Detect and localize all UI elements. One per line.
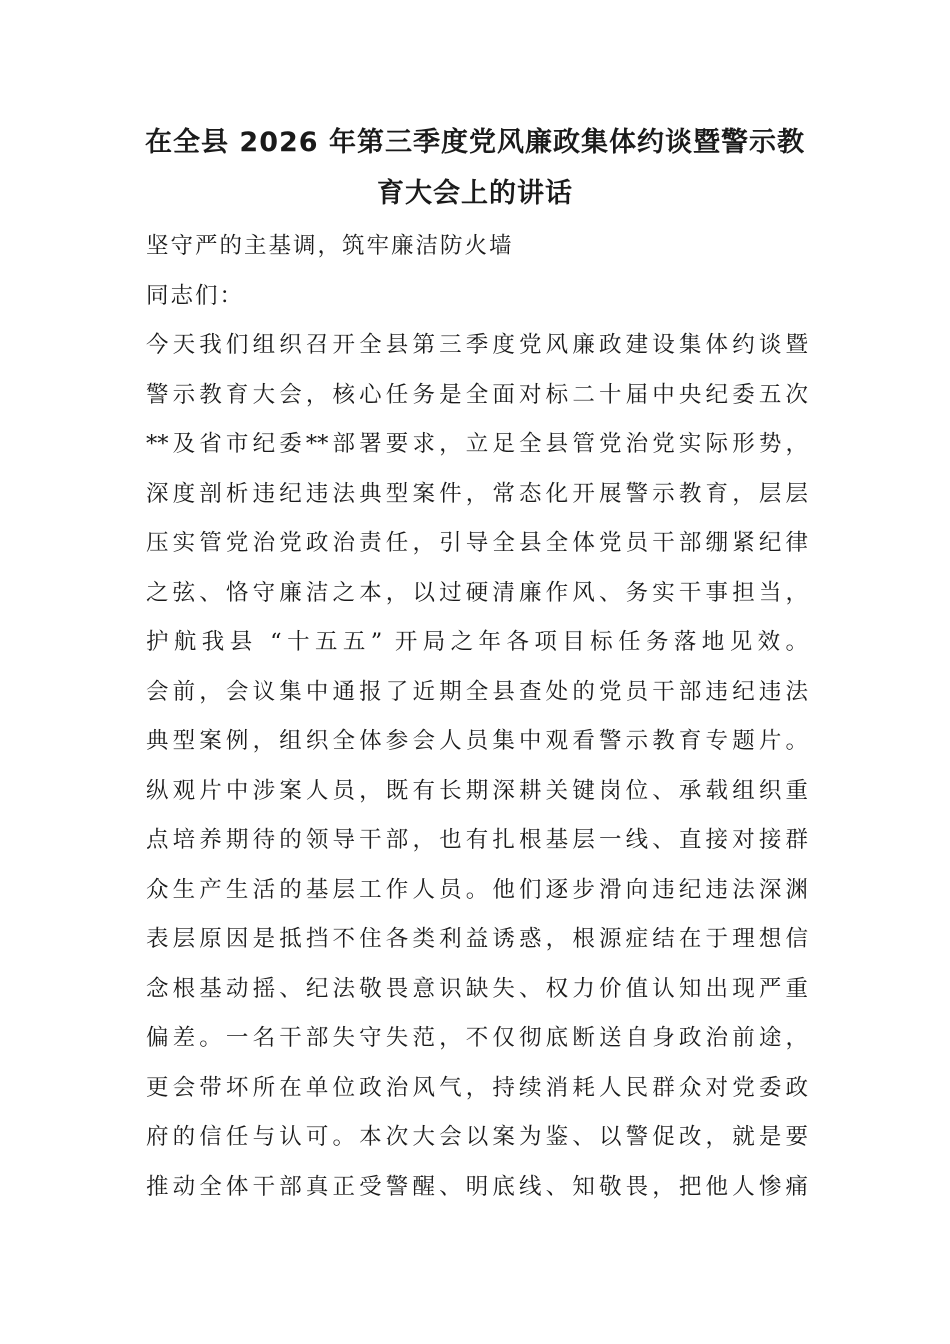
paragraph-line: 警示教育大会，核心任务是全面对标二十届中央纪委五次 [146,381,808,408]
paragraph-line: 会前，会议集中通报了近期全县查处的党员干部违纪违法 [146,678,808,705]
paragraph-line: 典型案例，组织全体参会人员集中观看警示教育专题片。 [146,728,808,754]
paragraph-line: 纵观片中涉案人员，既有长期深耕关键岗位、承载组织重 [146,777,808,804]
paragraph-line: 点培养期待的领导干部，也有扎根基层一线、直接对接群 [146,827,808,853]
subtitle: 坚守严的主基调，筑牢廉洁防火墙 [146,233,514,259]
paragraph-line: 深度剖析违纪违法典型案件，常态化开展警示教育，层层 [146,480,808,507]
paragraph-line: 念根基动摇、纪法敬畏意识缺失、权力价值认知出现严重 [146,975,808,1002]
paragraph-line: **及省市纪委**部署要求，立足全县管党治党实际形势， [146,431,808,457]
paragraph-line: 偏差。一名干部失守失范，不仅彻底断送自身政治前途， [146,1025,808,1051]
salutation: 同志们： [146,282,245,309]
paragraph-line: 更会带坏所在单位政治风气，持续消耗人民群众对党委政 [146,1074,808,1101]
paragraph-line: 表层原因是抵挡不住各类利益诱惑，根源症结在于理想信 [146,926,808,952]
paragraph-line: 推动全体干部真正受警醒、明底线、知敬畏，把他人惨痛 [146,1173,808,1200]
document-body [146,222,808,1212]
title-line-1: 在全县 2026 年第三季度党风廉政集体约谈暨警示教 [145,127,805,158]
paragraph-line: 护航我县 “十五五” 开局之年各项目标任务落地见效。 [146,629,808,655]
paragraph-line: 之弦、恪守廉洁之本，以过硬清廉作风、务实干事担当， [146,579,808,606]
paragraph-line: 今天我们组织召开全县第三季度党风廉政建设集体约谈暨 [146,332,808,358]
paragraph-line: 府的信任与认可。本次大会以案为鉴、以警促改，就是要 [146,1124,808,1150]
document-title [140,117,810,219]
paragraph-line: 压实管党治党政治责任，引导全县全体党员干部绷紧纪律 [146,530,808,556]
title-line-2: 育大会上的讲话 [377,178,573,209]
paragraph-line: 众生产生活的基层工作人员。他们逐步滑向违纪违法深渊 [146,876,808,903]
